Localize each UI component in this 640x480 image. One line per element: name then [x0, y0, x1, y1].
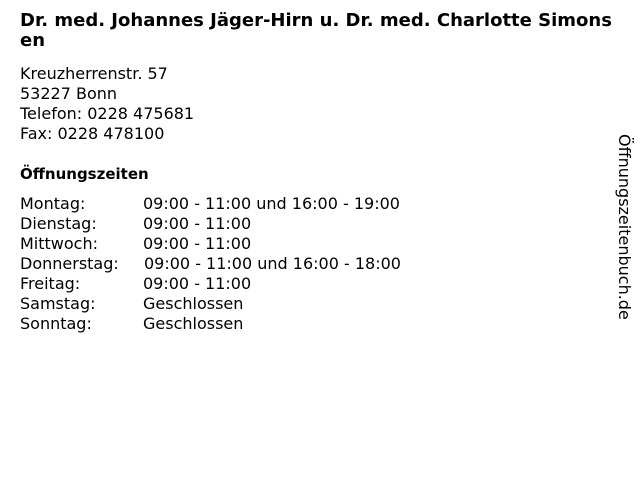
phone-number: Telefon: 0228 475681: [20, 104, 195, 123]
hours-row-tuesday: [20, 214, 401, 234]
hours-row-saturday: [20, 294, 401, 314]
hours-value: 09:00 - 11:00 und 16:00 - 18:00: [144, 254, 401, 273]
practice-name: Dr. med. Johannes Jäger-Hirn u. Dr. med. Charlotte Simonsen: [20, 10, 612, 51]
site-watermark: Öffnungszeitenbuch.de: [615, 134, 634, 320]
hours-row-sunday: [20, 314, 401, 334]
hours-value: 09:00 - 11:00: [143, 234, 252, 253]
hours-row-monday: [20, 194, 401, 214]
hours-value: 09:00 - 11:00 und 16:00 - 19:00: [143, 194, 400, 213]
hours-value: 09:00 - 11:00: [143, 214, 252, 233]
opening-hours-table: [20, 194, 401, 334]
day-label: Sonntag:: [20, 314, 92, 333]
day-label: Dienstag:: [20, 214, 97, 233]
hours-row-wednesday: [20, 234, 401, 254]
day-label: Samstag:: [20, 294, 96, 313]
hours-row-thursday: [20, 254, 401, 274]
hours-value: Geschlossen: [143, 314, 244, 333]
hours-row-friday: [20, 274, 401, 294]
hours-value: Geschlossen: [143, 294, 244, 313]
fax-number: Fax: 0228 478100: [20, 124, 165, 143]
day-label: Donnerstag:: [20, 254, 119, 273]
day-label: Freitag:: [20, 274, 81, 293]
street-address: Kreuzherrenstr. 57: [20, 64, 168, 83]
hours-value: 09:00 - 11:00: [143, 274, 252, 293]
day-label: Mittwoch:: [20, 234, 98, 253]
contact-block: [20, 64, 194, 144]
city-postcode: 53227 Bonn: [20, 84, 118, 103]
day-label: Montag:: [20, 194, 86, 213]
opening-hours-heading: Öffnungszeiten: [20, 165, 149, 183]
